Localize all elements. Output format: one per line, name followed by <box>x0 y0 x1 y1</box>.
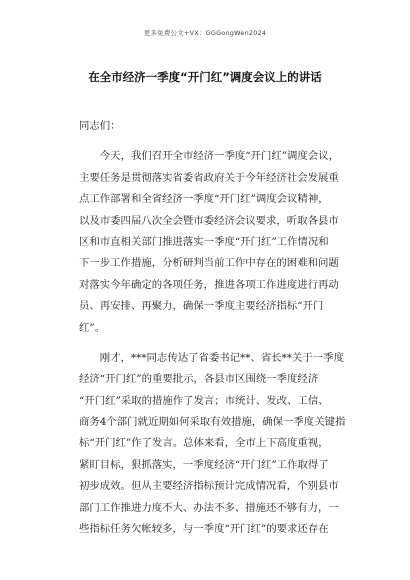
paragraph-line: 员、再安排、再聚力，确保一季度主要经济指标“开门 <box>79 300 324 313</box>
paragraph-line: 主要任务是贯彻落实省委省政府关于今年经济社会发展重 <box>79 171 339 184</box>
paragraph-line: 红”。 <box>79 321 106 334</box>
paragraph-line: 初步成效。但从主要经济指标预计完成情况看，个别县市 <box>79 480 339 493</box>
paragraph-line: 以及市委四届八次全会暨市委经济会议要求，听取各县市 <box>79 214 339 227</box>
paragraph-line: 对落实今年确定的各项任务，推进各项工作进度进行再动 <box>79 278 339 291</box>
paragraph-line: 点工作部署和全省经济一季度“开门红”调度会议精神， <box>79 193 329 206</box>
paragraph-line: 商务4个部门就近期如何采取有效措施，确保一季度关键指 <box>79 416 346 429</box>
paragraph-line: 标“开门红”作了发言。总体来看，全市上下高度重视， <box>79 437 329 450</box>
paragraph-line: 些指标任务欠帐较多，与一季度“开门红”的要求还存在 <box>79 523 329 536</box>
document-title: 在全市经济一季度“开门红”调度会议上的讲话 <box>88 70 322 84</box>
paragraph-line: 下一步工作措施，分析研判当前工作中存在的困难和问题 <box>79 257 339 270</box>
paragraph-line: “开门红”采取的措施作了发言；市统计、发改、工信、 <box>79 394 329 407</box>
paragraph-gap <box>79 137 357 146</box>
paragraph-line: 部门工作推进力度不大、办法不多、措施还不够有力，一 <box>79 501 339 514</box>
paragraph-gap <box>79 339 357 348</box>
paragraph-line: 区和市直相关部门推进落实一季度“开门红”工作情况和 <box>79 235 329 248</box>
paragraph-line: 刚才，***同志传达了省委书记**、省长**关于一季度 <box>79 351 344 364</box>
document-body <box>79 116 357 540</box>
paragraph-1 <box>79 146 357 339</box>
paragraph-line: 经济“开门红”的重要批示，各县市区围绕一季度经济 <box>79 373 319 386</box>
header-note: 更多免费公文+VX：GGGongWen2024 <box>143 29 267 37</box>
paragraph-line: 紧盯目标，狠抓落实，一季度经济“开门红”工作取得了 <box>79 458 329 471</box>
salutation: 同志们： <box>79 120 121 132</box>
paragraph-line: 今天，我们召开全市经济一季度“开门红”调度会议， <box>79 150 339 163</box>
paragraph-2 <box>79 348 357 541</box>
